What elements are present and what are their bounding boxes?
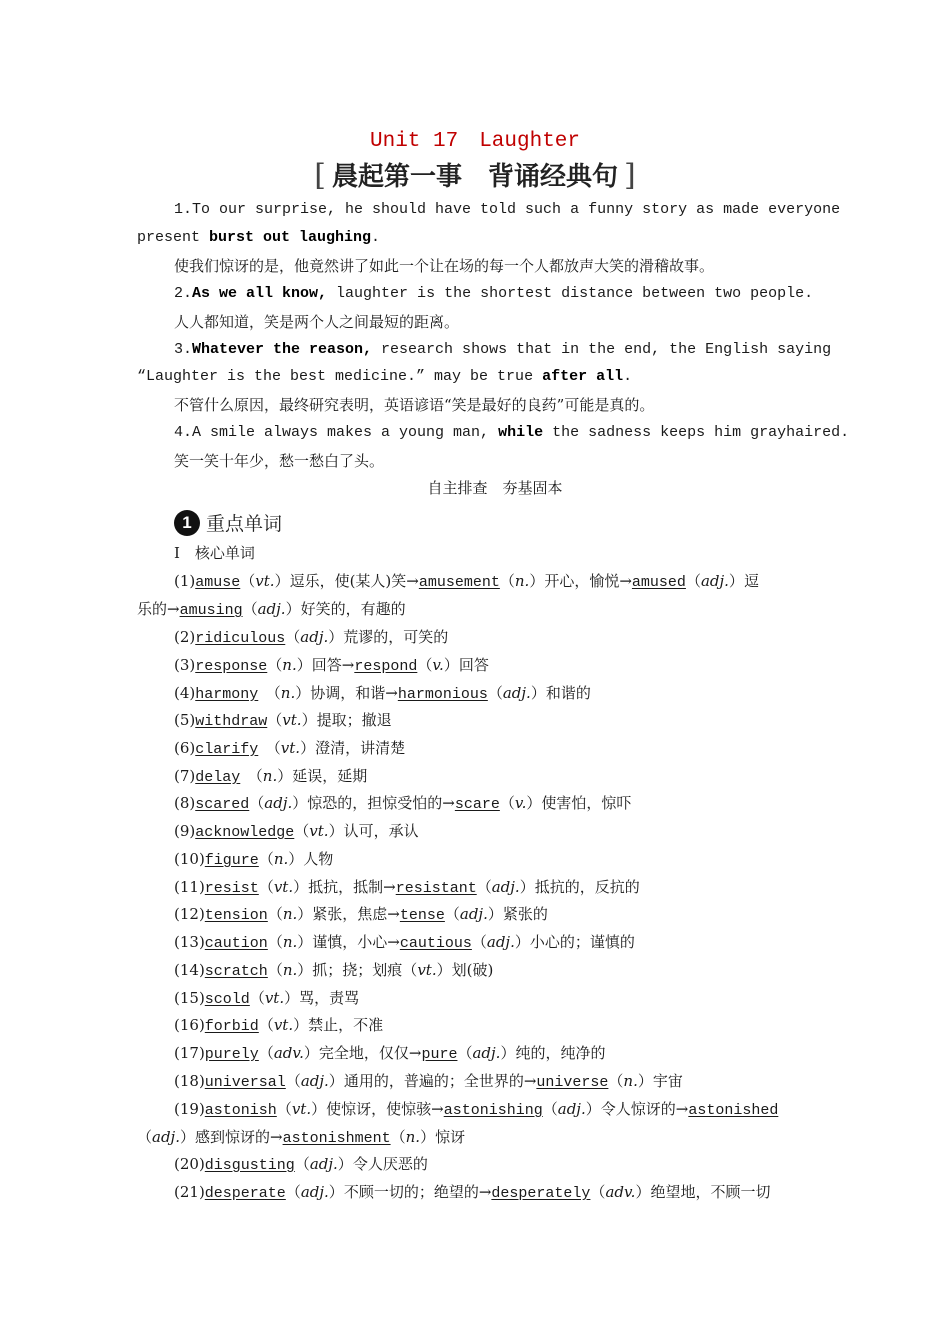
vocab-item: (10)figure（n.）人物 <box>174 850 334 869</box>
vocab-item: (15)scold（vt.）骂，责骂 <box>174 989 360 1008</box>
vocab-word: amuse <box>195 574 241 591</box>
key-phrase: after all <box>542 368 624 385</box>
vocab-word: purely <box>204 1046 259 1063</box>
vocab-word: respond <box>354 658 418 675</box>
vocab-word: universe <box>536 1074 609 1091</box>
vocab-item: (18)universal（adj.）通用的，普遍的；全世界的→universe（n.）宇宙 <box>174 1072 683 1091</box>
vocab-word: cautious <box>399 935 472 952</box>
vocab-word: ridiculous <box>195 630 286 647</box>
sentence-3-en: 3.Whatever the reason, research shows that in the end, the English saying <box>174 341 832 358</box>
vocab-word: resist <box>204 880 259 897</box>
vocab-item: (9)acknowledge（vt.）认可，承认 <box>174 822 419 841</box>
sentence-4-en: 4.A smile always makes a young man, while the sadness keeps him grayhaired. <box>174 424 850 441</box>
vocab-word: tension <box>204 907 268 924</box>
vocab-item: (16)forbid（vt.）禁止，不准 <box>174 1016 384 1035</box>
vocab-word: withdraw <box>195 713 268 730</box>
sentence-4-cn: 笑一笑十年少，愁一愁白了头。 <box>174 452 385 470</box>
key-phrase: Whatever the reason, <box>192 341 373 358</box>
vocab-word: amusement <box>418 574 500 591</box>
vocab-word: tense <box>399 907 445 924</box>
key-phrase: burst out laughing <box>209 229 372 246</box>
bracket-right: ] <box>624 158 636 193</box>
vocab-word: delay <box>195 769 241 786</box>
vocab-item: (8)scared（adj.）惊恐的，担惊受怕的→scare（v.）使害怕，惊吓 <box>174 794 632 813</box>
vocab-word: astonish <box>204 1102 277 1119</box>
vocab-word: universal <box>204 1074 286 1091</box>
vocab-word: scratch <box>204 963 268 980</box>
vocab-word: scold <box>204 991 250 1008</box>
unit-title: Unit 17 Laughter <box>369 130 581 153</box>
vocab-word: disgusting <box>204 1157 295 1174</box>
vocab-word: astonishing <box>443 1102 543 1119</box>
key-phrase: while <box>498 424 544 441</box>
vocab-word: figure <box>204 852 259 869</box>
vocab-word: pure <box>421 1046 458 1063</box>
subsection-heading: Ⅰ 核心单词 <box>174 544 255 562</box>
vocab-item: (4)harmony （n.）协调，和谐→harmonious（adj.）和谐的 <box>174 684 591 703</box>
vocab-item: (2)ridiculous（adj.）荒谬的，可笑的 <box>174 628 449 647</box>
bracket-left: [ <box>314 158 326 193</box>
vocab-item: (21)desperate（adj.）不顾一切的；绝望的→desperately（adv.）绝望地，不顾一切 <box>174 1183 771 1202</box>
section-label: 重点单词 <box>206 513 283 535</box>
vocab-item: (7)delay （n.）延误，延期 <box>174 767 368 786</box>
vocab-item: (12)tension（n.）紧张，焦虑→tense（adj.）紧张的 <box>174 905 548 924</box>
vocab-word: amused <box>631 574 686 591</box>
sentence-1-cn: 使我们惊讶的是，他竟然讲了如此一个让在场的每一个人都放声大笑的滑稽故事。 <box>174 257 715 275</box>
divider-heading: 自主排查 夯基固本 <box>427 479 563 497</box>
vocab-item: (5)withdraw（vt.）提取；撤退 <box>174 711 392 730</box>
vocab-item: (20)disgusting（adj.）令人厌恶的 <box>174 1155 428 1174</box>
vocab-item: (13)caution（n.）谨慎，小心→cautious（adj.）小心的；谨慎的 <box>174 933 635 952</box>
vocab-item: (3)response（n.）回答→respond（v.）回答 <box>174 656 489 675</box>
vocab-word: amusing <box>179 602 243 619</box>
vocab-word: astonished <box>688 1102 779 1119</box>
vocab-item: (1)amuse（vt.）逗乐，使(某人)笑→amusement（n.）开心，愉悦→amused（adj.）逗 <box>174 572 759 591</box>
vocab-item: (14)scratch（n.）抓；挠；划痕（vt.）划(破) <box>174 961 494 980</box>
vocab-word: harmonious <box>397 686 488 703</box>
vocab-word: caution <box>204 935 268 952</box>
banner-text: 晨起第一事 背诵经典句 <box>331 162 618 192</box>
vocab-word: response <box>195 658 268 675</box>
vocab-item: (11)resist（vt.）抵抗，抵制→resistant（adj.）抵抗的，反抗的 <box>174 878 640 897</box>
vocab-word: desperate <box>204 1185 286 1202</box>
vocab-word: scared <box>195 796 250 813</box>
vocab-word: clarify <box>195 741 259 758</box>
vocab-word: scare <box>454 796 500 813</box>
vocab-word: acknowledge <box>195 824 295 841</box>
sentence-2-en: 2.As we all know, laughter is the shortest distance between two people. <box>174 285 814 302</box>
vocab-word: astonishment <box>282 1130 391 1147</box>
section-banner <box>0 156 950 193</box>
vocab-item-cont: （adj.）感到惊讶的→astonishment（n.）惊讶 <box>137 1128 466 1147</box>
sentence-1-en-cont: present burst out laughing. <box>137 229 381 246</box>
vocab-item: (19)astonish（vt.）使惊讶，使惊骇→astonishing（adj.）令人惊讶的→astonished <box>174 1100 779 1119</box>
vocab-word: desperately <box>491 1185 591 1202</box>
key-phrase: As we all know, <box>192 285 328 302</box>
section-heading <box>174 509 282 536</box>
vocab-item: (17)purely（adv.）完全地，仅仅→pure（adj.）纯的，纯净的 <box>174 1044 606 1063</box>
vocab-item: (6)clarify （vt.）澄清，讲清楚 <box>174 739 406 758</box>
sentence-1-en: 1.To our surprise, he should have told such a funny story as made everyone <box>174 201 841 218</box>
vocab-word: forbid <box>204 1018 259 1035</box>
section-number-badge: 1 <box>174 510 200 536</box>
vocab-item-cont: 乐的→amusing（adj.）好笑的，有趣的 <box>137 600 406 619</box>
vocab-word: harmony <box>195 686 259 703</box>
sentence-3-cn: 不管什么原因，最终研究表明，英语谚语“笑是最好的良药”可能是真的。 <box>174 396 655 414</box>
sentence-3-en-cont: “Laughter is the best medicine.” may be true after all. <box>137 368 633 385</box>
vocab-word: resistant <box>395 880 477 897</box>
sentence-2-cn: 人人都知道，笑是两个人之间最短的距离。 <box>174 313 460 331</box>
